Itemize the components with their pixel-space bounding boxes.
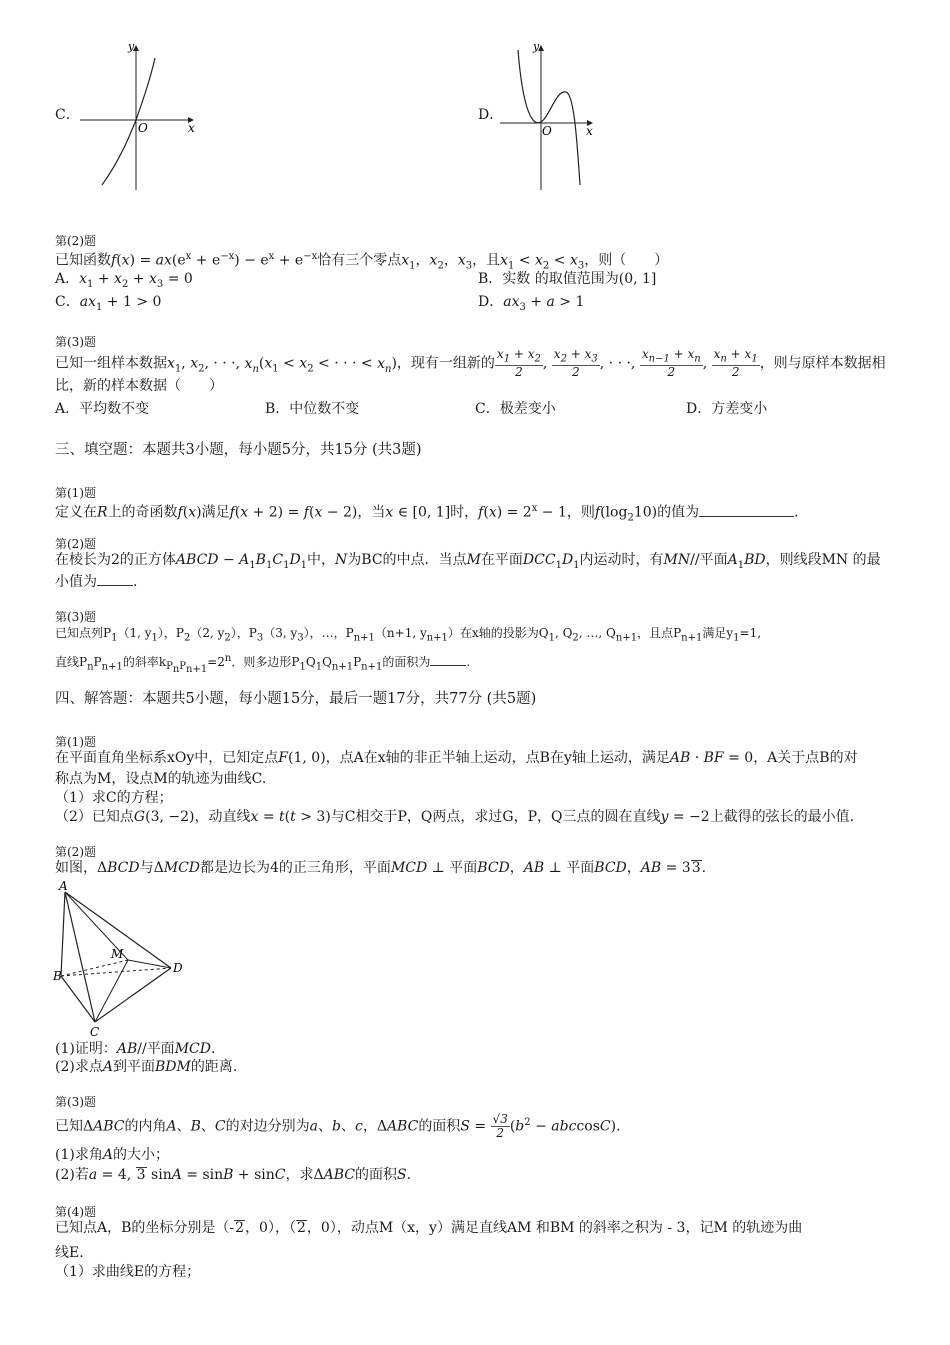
vertex-m-label: M [111,947,124,961]
solve-2-part-1: (1)证明：AB//平面MCD. [55,1041,216,1057]
solve-3-part-2: (2)若a = 4, 3 sinA = sinB + sinC，求ΔABC的面积S. [55,1167,412,1183]
solve-4-stem-line2: 线E. [55,1245,84,1261]
fill-3-head: 第(3)题 [55,610,96,624]
question-3-option-d: D．方差变小 [686,401,768,417]
question-2-head: 第(2)题 [55,234,96,248]
tetrahedron-figure [55,880,190,1040]
solve-4-head: 第(4)题 [55,1205,96,1219]
fill-1-head: 第(1)题 [55,486,96,500]
graph-d [500,40,610,190]
question-2-stem: 已知函数$f(x) = ax(e^x + e^{-x}) - e^x + e^{-x}$恰有三个零点$x_1$，$x_2$，$x_3$，且$x_1 < x_2 < x_3$，则（ ） [55,251,669,272]
question-3-option-a: A．平均数不变 [55,401,150,417]
solve-1-part-2: （2）已知点G(3, −2)，动直线x = t(t > 3)与C相交于P，Q两点，求过G，P，Q三点的圆在直线y = −2上截得的弦长的最小值. [55,809,855,825]
graph-c [80,40,210,190]
question-3-option-c: C．极差变小 [475,401,556,417]
question-2-option-d: D．$ax_3 + a > 1$ [478,294,585,313]
solve-3-head: 第(3)题 [55,1095,96,1109]
option-c-label: C． [55,107,80,123]
solve-1-stem-line2: 称点为M，设点M的轨迹为曲线C. [55,771,267,787]
question-3-option-b: B．中位数不变 [265,401,360,417]
question-3-stem-line2: 比，新的样本数据（ ） [55,378,223,394]
graph-d-x-label: x [586,124,593,138]
fill-2-stem-line2: 小值为 . [55,574,138,590]
graph-d-origin: O [542,124,552,138]
solve-1-part-1: （1）求C的方程； [55,790,173,806]
fill-2-stem: 在棱长为2的正方体ABCD − $A_1B_1C_1D_1$中，N为BC的中点．当点M在平面$DCC_1D_1$内运动时，有MN//平面$A_1BD$，则线段MN 的最 [55,552,881,571]
graph-c-y-label: y [128,40,135,53]
vertex-d-label: D [173,961,183,975]
vertex-b-label: B [53,969,62,983]
question-2-option-b: B．实数 的取值范围为(0, 1] [478,271,657,287]
vertex-c-label: C [90,1025,100,1039]
section-3-title: 三、填空题：本题共3小题，每小题5分，共15分 (共3题) [55,442,422,458]
solve-3-stem: 已知ΔABC的内角A、B、C的对边分别为a、b、c，ΔABC的面积S = $\frac{√3}{2}$ $(b^2 - abccosC)$. [55,1112,621,1141]
section-4-title: 四、解答题：本题共5小题，每小题15分，最后一题17分，共77分 (共5题) [55,691,537,707]
vertex-a-label: A [59,879,68,893]
solve-1-stem: 在平面直角坐标系xOy中，已知定点F(1, 0)，点A在x轴的非正半轴上运动，点B在y轴上运动，满足AB · BF = 0，A关于点B的对 [55,750,858,766]
solve-4-part-1: （1）求曲线E的方程； [55,1264,201,1280]
question-3-stem: 已知一组样本数据$x_1$, $x_2$, · · ·, $x_n(x_1 < x_2$ < · · · < $x_n$)，现有一组新的 $\frac{x_1 + x_2}{2}$ , $\frac{x_2 + x_3}{2}$ , · · ·, $\frac{x_{n-1} + x_n}{2}$ , $\frac{x_n + x_1}{2}$ ，则与原样本数据相 [55,347,886,380]
solve-2-stem: 如图，ΔBCD与ΔMCD都是边长为4的正三角形，平面MCD ⊥ 平面BCD，AB ⊥ 平面BCD，AB = 33. [55,860,707,876]
option-d-label: D． [478,107,504,123]
fill-3-stem-line2: 直线$P_nP_{n+1}$的斜率$k_{P_nP_{n+1}}=2^n$．则多边形$P_1Q_1Q_{n+1}P_{n+1}$的面积为 . [55,653,471,676]
fill-3-stem: 已知点列$P_1(1$, $y_1$），$P_2(2$, $y_2$），$P_3(3$, $y_3$），…，$P_{n+1}(n+1$, $y_{n+1}$）在x轴的投影为$Q_1$, $Q_2$, …, $Q_{n+1}$，且点$P_{n+1}$满足$y_1=1$, [55,626,762,644]
question-3-head: 第(3)题 [55,335,96,349]
question-2-option-c: C．$ax_1 + 1 > 0$ [55,294,162,313]
solve-2-head: 第(2)题 [55,845,96,859]
graph-c-origin: O [138,121,148,135]
graph-d-y-label: y [533,40,540,53]
question-2-option-a: A．$x_1 + x_2 + x_3 = 0$ [55,271,193,290]
solve-2-part-2: (2)求点A到平面BDM的距离. [55,1059,238,1075]
solve-4-stem: 已知点A，B的坐标分别是（-2，0），（2，0），动点M（x，y）满足直线AM 和BM 的斜率之积为 - 3，记M 的轨迹为曲 [55,1220,803,1236]
fill-1-stem: 定义在R上的奇函数f(x)满足f(x + 2) = f(x − 2)，当x ∈ [0, 1]时，$f(x) = 2^x - 1$，则$f(\log_210)$的值为 . [55,503,799,524]
solve-3-part-1: (1)求角A的大小； [55,1147,169,1163]
graph-c-x-label: x [188,121,195,135]
solve-1-head: 第(1)题 [55,735,96,749]
fill-2-head: 第(2)题 [55,537,96,551]
